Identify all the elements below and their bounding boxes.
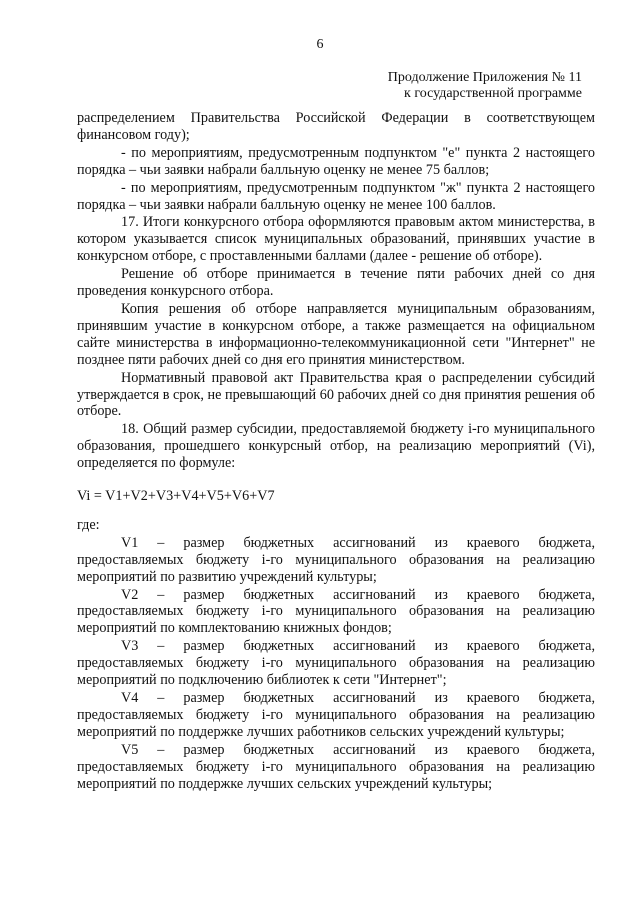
paragraph-item-18: 18. Общий размер субсидии, предоставляемой бюджету i-го муниципального образования, прошедшего конкурсный отбор, на реализацию мероприятий (Vi), определяется по формуле: xyxy=(77,421,595,472)
definition-v5: V5 – размер бюджетных ассигнований из краевого бюджета, предоставляемых бюджету i-го муниципального образования на реализацию мероприятий по поддержке лучших сельских учреждений культуры; xyxy=(77,741,595,792)
document-body xyxy=(77,110,595,793)
definition-v2: V2 – размер бюджетных ассигнований из краевого бюджета, предоставляемых бюджету i-го муниципального образования на реализацию мероприятий по комплектованию книжных фондов; xyxy=(77,586,595,637)
paragraph-normative-act: Нормативный правовой акт Правительства края о распределении субсидий утверждается в срок, не превышающий 60 рабочих дней со дня принятия решения об отборе. xyxy=(77,369,595,420)
definition-v4: V4 – размер бюджетных ассигнований из краевого бюджета, предоставляемых бюджету i-го муниципального образования на реализацию мероприятий по поддержке лучших работников сельских учреждений культуры; xyxy=(77,690,595,740)
definition-v1: V1 – размер бюджетных ассигнований из краевого бюджета, предоставляемых бюджету i-го муниципального образования на реализацию мероприятий по развитию учреждений культуры; xyxy=(77,534,595,585)
paragraph-item-17: 17. Итоги конкурсного отбора оформляются правовым актом министерства, в котором указывается список муниципальных образований, принявших участие в конкурсном отборе, с проставленными баллами (далее - решение об отборе). xyxy=(77,214,595,265)
formula: Vi = V1+V2+V3+V4+V5+V6+V7 xyxy=(77,488,275,505)
header-line-1: Продолжение Приложения № 11 xyxy=(387,70,582,85)
paragraph-copy: Копия решения об отборе направляется муниципальным образованиям, принявшим участие в конкурсном отборе, а также размещается на официальном сайте министерства в информационно-телекоммуникационной сети "Интернет" не позднее пяти рабочих дней со дня его принятия министерством. xyxy=(77,300,595,368)
paragraph-continuation: распределением Правительства Российской Федерации в соответствующем финансовом году); xyxy=(77,110,595,143)
where-label: где: xyxy=(77,516,100,533)
paragraph-subitem-zh: - по мероприятиям, предусмотренным подпунктом "ж" пункта 2 настоящего порядка – чьи заявки набрали балльную оценку не менее 100 баллов. xyxy=(77,179,595,213)
header-line-2: к государственной программе xyxy=(404,86,582,101)
paragraph-subitem-e: - по мероприятиям, предусмотренным подпунктом "е" пункта 2 настоящего порядка – чьи заявки набрали балльную оценку не менее 75 баллов; xyxy=(77,144,595,178)
paragraph-decision: Решение об отборе принимается в течение пяти рабочих дней со дня проведения конкурсного отбора. xyxy=(77,266,595,300)
definition-v3: V3 – размер бюджетных ассигнований из краевого бюджета, предоставляемых бюджету i-го муниципального образования на реализацию мероприятий по подключению библиотек к сети "Интернет"; xyxy=(77,638,595,689)
appendix-header xyxy=(388,70,582,102)
page-number: 6 xyxy=(316,37,324,52)
